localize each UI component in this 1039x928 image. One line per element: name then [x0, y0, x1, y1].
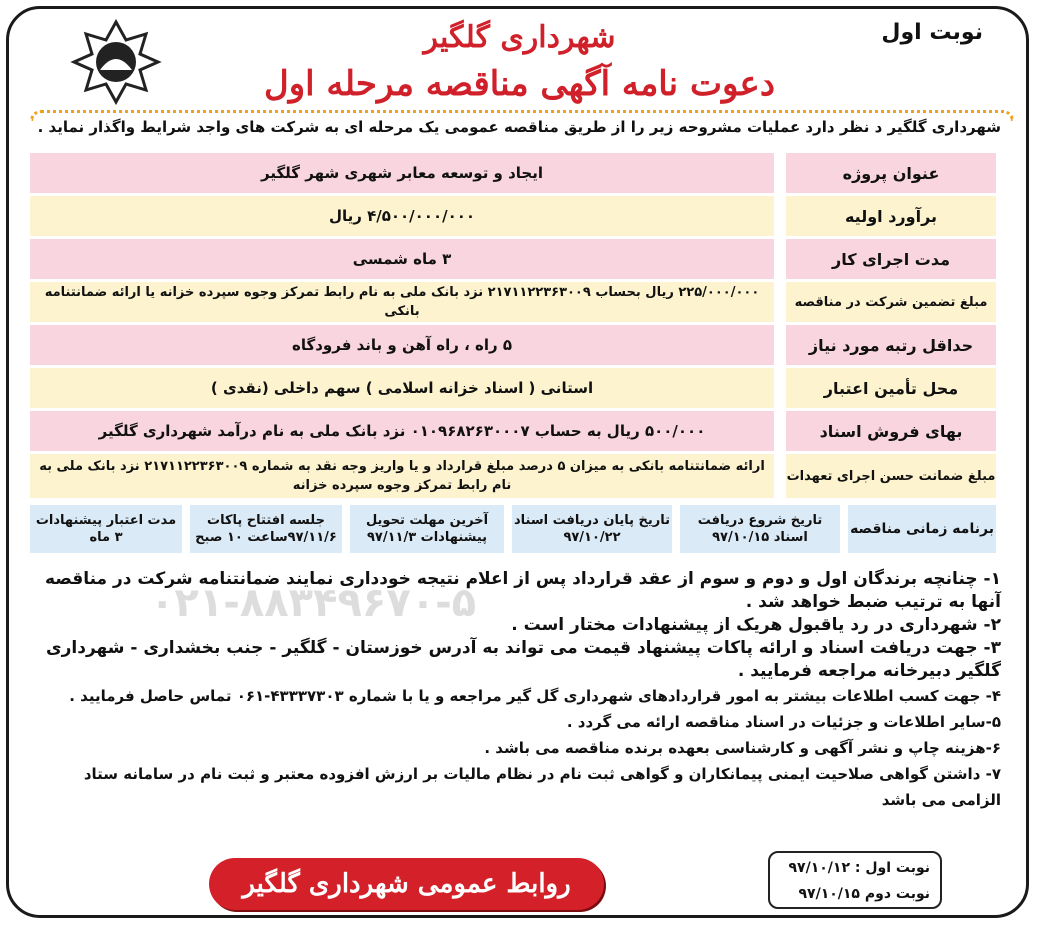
list-item: ۲- شهرداری در رد یاقبول هریک از پیشنهادات مختار است .	[511, 615, 1001, 635]
row-label: عنوان پروژه	[786, 153, 996, 193]
first-publication-date: نوبت اول : ۹۷/۱۰/۱۲	[788, 860, 930, 876]
row-value: ارائه ضمانتنامه بانکی به میزان ۵ درصد مبلغ قرارداد و یا واریز وجه نقد به شماره ۲۱۷۱۱۲۲۳۶۳۰۰۹ نزد بانک ملی به نام رابط تمرکز وجوه سپرده خزانه	[30, 454, 774, 498]
row-label: مدت اجرای کار	[786, 239, 996, 279]
row-project-title	[30, 153, 996, 193]
list-item: ۶-هزینه چاپ و نشر آگهی و کارشناسی بعهده برنده مناقصه می باشد .	[484, 739, 1001, 757]
municipality-title: شهرداری گلگیر	[423, 20, 616, 55]
row-value: ۵ راه ، راه آهن و باند فرودگاه	[30, 325, 774, 365]
row-duration	[30, 239, 996, 279]
row-initial-estimate	[30, 196, 996, 236]
row-label: حداقل رتبه مورد نیاز	[786, 325, 996, 365]
publication-dates	[768, 851, 942, 909]
row-value: ایجاد و توسعه معابر شهری شهر گلگیر	[30, 153, 774, 193]
schedule-item: آخرین مهلت تحویل پیشنهادات ۹۷/۱۱/۳	[350, 505, 504, 553]
public-relations-banner: روابط عمومی شهرداری گلگیر	[209, 858, 604, 910]
edition-label: نوبت اول	[881, 20, 983, 45]
row-min-grade	[30, 325, 996, 365]
row-label: مبلغ تضمین شرکت در مناقصه	[786, 282, 996, 322]
row-value: استانی ( اسناد خزانه اسلامی ) سهم داخلی (نقدی )	[30, 368, 774, 408]
row-document-price	[30, 411, 996, 451]
list-item: ۴- جهت کسب اطلاعات بیشتر به امور قراردادهای شهرداری گل گیر مراجعه و یا با شماره ۴۳۳۳۷۳۰۳-۰۶۱ تماس حاصل فرمایید .	[69, 687, 1001, 705]
tender-schedule	[30, 505, 996, 553]
second-publication-date: نوبت دوم ۹۷/۱۰/۱۵	[798, 886, 930, 902]
row-value: ۵۰۰/۰۰۰ ریال به حساب ۰۱۰۹۶۸۲۶۳۰۰۰۷ نزد بانک ملی به نام درآمد شهرداری گلگیر	[30, 411, 774, 451]
row-funding-source	[30, 368, 996, 408]
schedule-item: جلسه افتتاح پاکات ۹۷/۱۱/۶ساعت ۱۰ صبح	[190, 505, 342, 553]
schedule-item: مدت اعتبار پیشنهادات ۳ ماه	[30, 505, 182, 553]
row-label: بهای فروش اسناد	[786, 411, 996, 451]
row-guarantee	[30, 282, 996, 322]
row-performance-guarantee	[30, 454, 996, 498]
schedule-item: تاریخ پایان دریافت اسناد ۹۷/۱۰/۲۲	[512, 505, 672, 553]
conditions-list	[31, 568, 1001, 813]
list-item: ۳- جهت دریافت اسناد و ارائه پاکات پیشنهاد قیمت می تواند به آدرس خوزستان - گلگیر - جنب بخشداری - شهرداری گلگیر دبیرخانه مراجعه فرمایید .	[46, 638, 1001, 681]
list-item: ۱- چنانچه برندگان اول و دوم و سوم از عقد قرارداد پس از اعلام نتیجه خودداری نمایند ضمانتنامه شرکت در مناقصه آنها به ترتیب ضبط خواهد شد .	[45, 569, 1001, 612]
list-item: ۷- داشتن گواهی صلاحیت ایمنی پیمانکاران و گواهی ثبت نام در نظام مالیات بر ارزش افزوده معتبر و ثبت نام در سامانه ستاد الزامی می باشد	[83, 765, 1001, 809]
schedule-label: برنامه زمانی مناقصه	[848, 505, 996, 553]
row-value: ۳ ماه شمسی	[30, 239, 774, 279]
list-item: ۵-سایر اطلاعات و جزئیات در اسناد مناقصه ارائه می گردد .	[566, 713, 1001, 731]
tender-title: دعوت نامه آگهی مناقصه مرحله اول	[264, 64, 775, 104]
row-label: محل تأمین اعتبار	[786, 368, 996, 408]
row-label: مبلغ ضمانت حسن اجرای تعهدات	[786, 454, 996, 498]
watermark-phone: ۰۲۱-۸۸۳۴۹۶۷۰-۵	[150, 580, 477, 626]
row-label: برآورد اولیه	[786, 196, 996, 236]
row-value: ۴/۵۰۰/۰۰۰/۰۰۰ ریال	[30, 196, 774, 236]
schedule-item: تاریخ شروع دریافت اسناد ۹۷/۱۰/۱۵	[680, 505, 840, 553]
row-value: ۲۲۵/۰۰۰/۰۰۰ ریال بحساب ۲۱۷۱۱۲۲۳۶۳۰۰۹ نزد بانک ملی به نام رابط تمرکز وجوه سپرده خزانه یا ارائه ضمانتنامه بانکی	[30, 282, 774, 322]
intro-text: شهرداری گلگیر د نظر دارد عملیات مشروحه زیر را از طریق مناقصه عمومی یک مرحله ای به شرکت های واجد شرایط واگذار نماید .	[37, 118, 1001, 136]
